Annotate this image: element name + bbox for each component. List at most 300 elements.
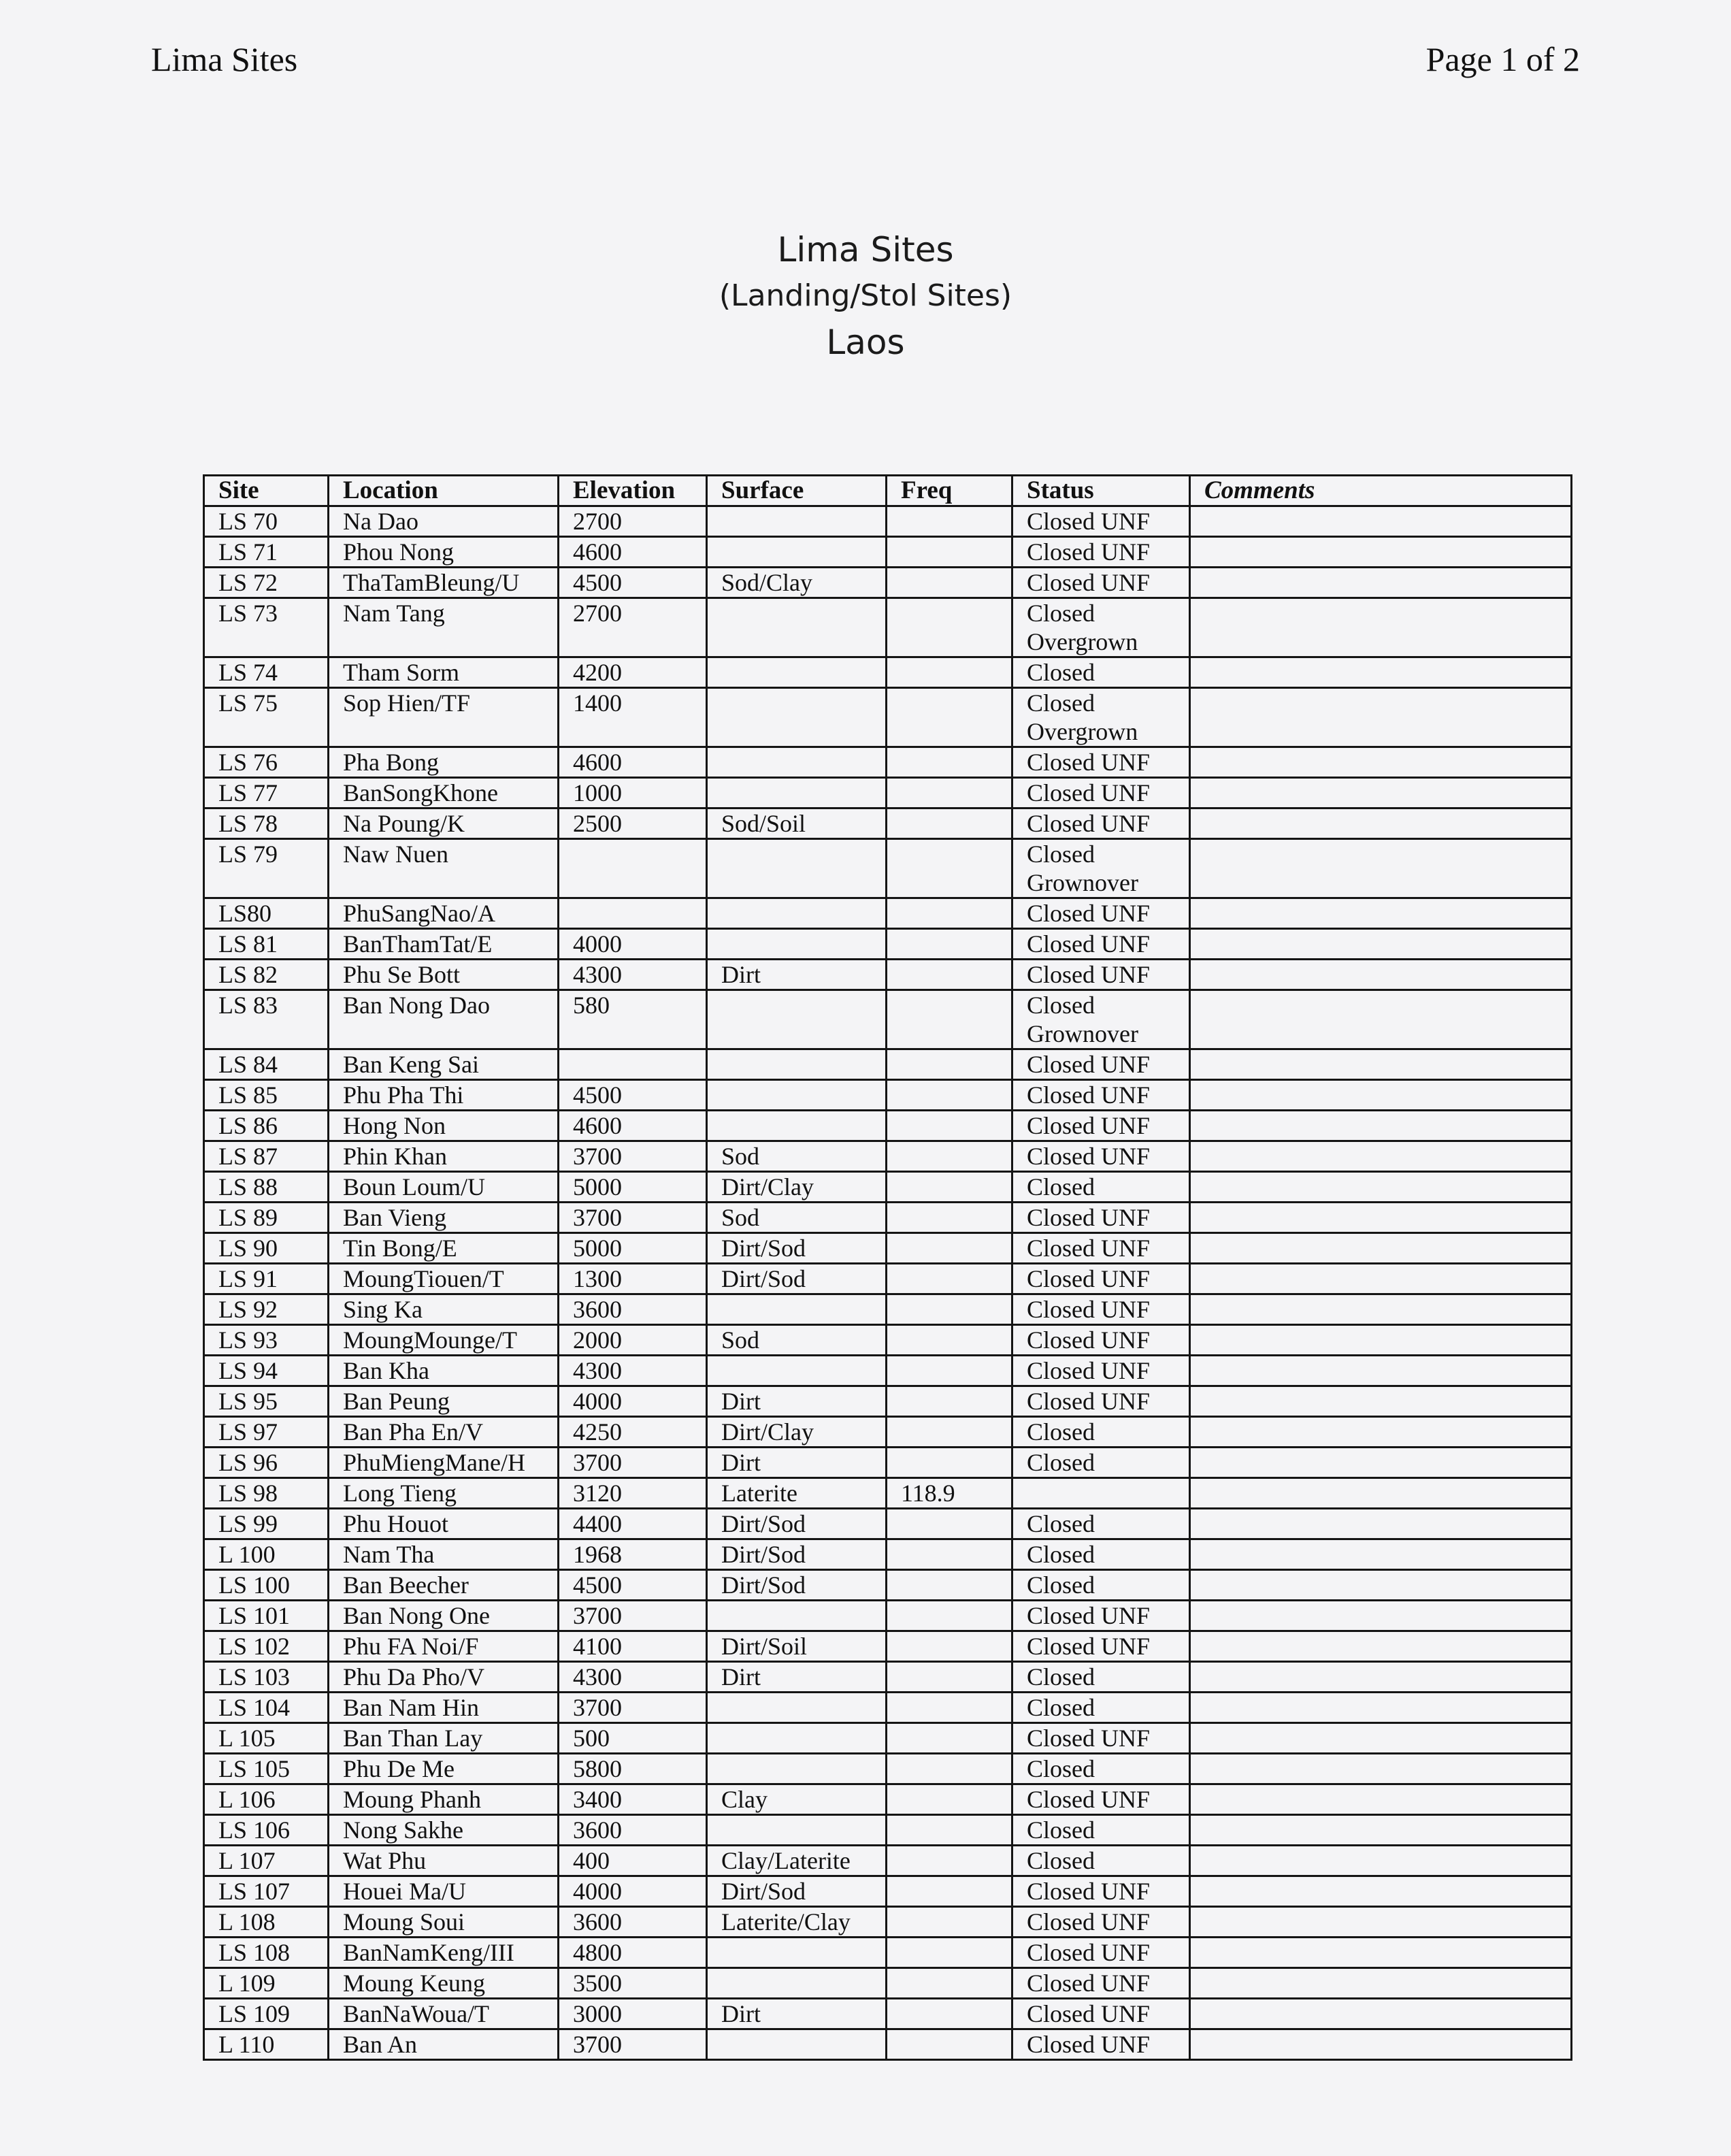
cell-elevation: 1000 — [559, 778, 707, 808]
cell-site: LS 106 — [204, 1815, 329, 1846]
cell-surface: Dirt/Sod — [707, 1264, 887, 1294]
cell-surface — [707, 688, 887, 747]
cell-freq — [887, 1876, 1012, 1907]
cell-site: LS 96 — [204, 1448, 329, 1478]
cell-elevation: 4100 — [559, 1631, 707, 1662]
cell-surface — [707, 747, 887, 778]
cell-freq — [887, 1233, 1012, 1264]
cell-location: Ban An — [329, 2029, 559, 2060]
cell-elevation: 3600 — [559, 1907, 707, 1938]
cell-site: LS 107 — [204, 1876, 329, 1907]
cell-location: Ban Nam Hin — [329, 1693, 559, 1723]
cell-status: Closed UNF — [1012, 1264, 1190, 1294]
cell-surface: Laterite/Clay — [707, 1907, 887, 1938]
cell-surface: Dirt/Soil — [707, 1631, 887, 1662]
cell-comments — [1190, 1938, 1572, 1968]
cell-surface: Sod — [707, 1325, 887, 1356]
cell-surface — [707, 657, 887, 688]
cell-elevation — [559, 839, 707, 898]
cell-surface — [707, 1080, 887, 1111]
cell-status: Closed Grownover — [1012, 990, 1190, 1049]
cell-elevation: 4600 — [559, 1111, 707, 1141]
cell-surface — [707, 1938, 887, 1968]
cell-freq — [887, 990, 1012, 1049]
table-row — [204, 1141, 1572, 1172]
cell-elevation: 3700 — [559, 1141, 707, 1172]
cell-comments — [1190, 1662, 1572, 1693]
cell-status: Closed UNF — [1012, 1325, 1190, 1356]
cell-site: LS 77 — [204, 778, 329, 808]
cell-status: Closed Grownover — [1012, 839, 1190, 898]
cell-site: LS 84 — [204, 1049, 329, 1080]
table-row — [204, 1264, 1572, 1294]
cell-elevation: 4300 — [559, 1662, 707, 1693]
cell-status: Closed UNF — [1012, 1784, 1190, 1815]
cell-surface: Dirt/Sod — [707, 1570, 887, 1601]
cell-comments — [1190, 1233, 1572, 1264]
cell-status: Closed — [1012, 1172, 1190, 1203]
cell-location: Phu FA Noi/F — [329, 1631, 559, 1662]
table-row — [204, 1723, 1572, 1754]
column-header-comments: Comments — [1190, 476, 1572, 506]
cell-comments — [1190, 1386, 1572, 1417]
cell-comments — [1190, 2029, 1572, 2060]
cell-elevation: 4000 — [559, 929, 707, 960]
cell-elevation: 1968 — [559, 1539, 707, 1570]
cell-freq — [887, 898, 1012, 929]
table-row — [204, 1601, 1572, 1631]
cell-location: Phu Pha Thi — [329, 1080, 559, 1111]
cell-elevation: 4500 — [559, 568, 707, 598]
cell-elevation: 3120 — [559, 1478, 707, 1509]
cell-freq — [887, 1815, 1012, 1846]
cell-site: LS 93 — [204, 1325, 329, 1356]
table-row — [204, 1233, 1572, 1264]
column-header-location: Location — [329, 476, 559, 506]
cell-site: L 110 — [204, 2029, 329, 2060]
cell-site: LS 92 — [204, 1294, 329, 1325]
running-header-title: Lima Sites — [151, 40, 298, 78]
cell-surface: Sod/Clay — [707, 568, 887, 598]
table-row — [204, 1662, 1572, 1693]
cell-freq — [887, 1294, 1012, 1325]
cell-elevation: 3000 — [559, 1999, 707, 2029]
cell-surface: Clay/Laterite — [707, 1846, 887, 1876]
cell-comments — [1190, 1846, 1572, 1876]
cell-site: LS 86 — [204, 1111, 329, 1141]
cell-elevation: 3700 — [559, 1693, 707, 1723]
cell-freq — [887, 1784, 1012, 1815]
cell-comments — [1190, 1570, 1572, 1601]
cell-comments — [1190, 1203, 1572, 1233]
table-row — [204, 1509, 1572, 1539]
cell-surface — [707, 598, 887, 657]
cell-elevation: 2700 — [559, 598, 707, 657]
cell-location: Ban Keng Sai — [329, 1049, 559, 1080]
cell-surface — [707, 1356, 887, 1386]
table-row — [204, 657, 1572, 688]
cell-freq — [887, 598, 1012, 657]
table-body — [204, 506, 1572, 2060]
cell-comments — [1190, 1111, 1572, 1141]
cell-location: Naw Nuen — [329, 839, 559, 898]
cell-comments — [1190, 1172, 1572, 1203]
table-header-row — [204, 476, 1572, 506]
table-row — [204, 898, 1572, 929]
cell-freq — [887, 1570, 1012, 1601]
cell-surface — [707, 2029, 887, 2060]
cell-comments — [1190, 1693, 1572, 1723]
cell-comments — [1190, 537, 1572, 568]
table-row — [204, 1417, 1572, 1448]
cell-location: Ban Peung — [329, 1386, 559, 1417]
cell-comments — [1190, 568, 1572, 598]
cell-elevation: 2500 — [559, 808, 707, 839]
cell-surface: Dirt/Sod — [707, 1233, 887, 1264]
cell-location: Na Dao — [329, 506, 559, 537]
cell-location: BanSongKhone — [329, 778, 559, 808]
cell-site: L 107 — [204, 1846, 329, 1876]
cell-location: Ban Vieng — [329, 1203, 559, 1233]
cell-surface: Dirt — [707, 960, 887, 990]
cell-elevation: 580 — [559, 990, 707, 1049]
cell-elevation: 1400 — [559, 688, 707, 747]
cell-freq — [887, 568, 1012, 598]
cell-freq — [887, 747, 1012, 778]
cell-location: Ban Nong Dao — [329, 990, 559, 1049]
cell-site: LS 72 — [204, 568, 329, 598]
cell-status: Closed UNF — [1012, 1968, 1190, 1999]
cell-surface — [707, 898, 887, 929]
cell-surface — [707, 929, 887, 960]
table-row — [204, 688, 1572, 747]
cell-site: LS 75 — [204, 688, 329, 747]
cell-elevation: 4300 — [559, 960, 707, 990]
cell-surface: Dirt — [707, 1999, 887, 2029]
cell-location: Hong Non — [329, 1111, 559, 1141]
cell-surface: Sod/Soil — [707, 808, 887, 839]
cell-site: LS 81 — [204, 929, 329, 960]
table-row — [204, 808, 1572, 839]
cell-site: L 105 — [204, 1723, 329, 1754]
cell-surface: Dirt/Sod — [707, 1876, 887, 1907]
cell-elevation: 3700 — [559, 1448, 707, 1478]
cell-status: Closed UNF — [1012, 537, 1190, 568]
table-row — [204, 1172, 1572, 1203]
cell-comments — [1190, 1049, 1572, 1080]
cell-site: L 108 — [204, 1907, 329, 1938]
cell-elevation: 3700 — [559, 1601, 707, 1631]
cell-site: LS 70 — [204, 506, 329, 537]
cell-comments — [1190, 990, 1572, 1049]
cell-site: LS 73 — [204, 598, 329, 657]
cell-surface: Sod — [707, 1203, 887, 1233]
cell-location: Moung Keung — [329, 1968, 559, 1999]
cell-status: Closed UNF — [1012, 1233, 1190, 1264]
cell-freq — [887, 1539, 1012, 1570]
cell-comments — [1190, 1754, 1572, 1784]
cell-elevation: 500 — [559, 1723, 707, 1754]
cell-status: Closed — [1012, 657, 1190, 688]
table-row — [204, 1080, 1572, 1111]
cell-elevation: 4250 — [559, 1417, 707, 1448]
cell-comments — [1190, 598, 1572, 657]
title-line-1: Lima Sites — [777, 230, 954, 270]
cell-surface: Laterite — [707, 1478, 887, 1509]
column-header-surface: Surface — [707, 476, 887, 506]
cell-elevation: 4000 — [559, 1876, 707, 1907]
cell-freq — [887, 1111, 1012, 1141]
cell-status: Closed — [1012, 1570, 1190, 1601]
cell-location: Wat Phu — [329, 1846, 559, 1876]
cell-site: LS 87 — [204, 1141, 329, 1172]
cell-freq — [887, 1264, 1012, 1294]
cell-surface — [707, 1754, 887, 1784]
cell-freq — [887, 839, 1012, 898]
cell-comments — [1190, 1294, 1572, 1325]
cell-surface: Dirt — [707, 1386, 887, 1417]
cell-freq — [887, 778, 1012, 808]
cell-site: LS 91 — [204, 1264, 329, 1294]
cell-comments — [1190, 1417, 1572, 1448]
cell-status: Closed UNF — [1012, 2029, 1190, 2060]
cell-status: Closed — [1012, 1815, 1190, 1846]
cell-surface: Dirt — [707, 1448, 887, 1478]
cell-site: LS 83 — [204, 990, 329, 1049]
cell-status: Closed UNF — [1012, 1203, 1190, 1233]
cell-status: Closed — [1012, 1846, 1190, 1876]
cell-site: LS80 — [204, 898, 329, 929]
table-row — [204, 960, 1572, 990]
cell-site: LS 103 — [204, 1662, 329, 1693]
cell-site: LS 109 — [204, 1999, 329, 2029]
cell-status: Closed — [1012, 1417, 1190, 1448]
cell-freq — [887, 506, 1012, 537]
cell-location: Houei Ma/U — [329, 1876, 559, 1907]
cell-elevation: 5800 — [559, 1754, 707, 1784]
cell-surface: Dirt/Sod — [707, 1509, 887, 1539]
cell-site: LS 89 — [204, 1203, 329, 1233]
cell-site: LS 71 — [204, 537, 329, 568]
cell-status — [1012, 1478, 1190, 1509]
cell-comments — [1190, 1448, 1572, 1478]
cell-location: Ban Nong One — [329, 1601, 559, 1631]
cell-site: LS 76 — [204, 747, 329, 778]
cell-elevation: 2000 — [559, 1325, 707, 1356]
cell-location: MoungMounge/T — [329, 1325, 559, 1356]
page-number: Page 1 of 2 — [1425, 40, 1580, 78]
cell-comments — [1190, 1631, 1572, 1662]
cell-elevation: 5000 — [559, 1172, 707, 1203]
cell-elevation: 400 — [559, 1846, 707, 1876]
cell-location: Boun Loum/U — [329, 1172, 559, 1203]
cell-site: LS 94 — [204, 1356, 329, 1386]
cell-site: LS 82 — [204, 960, 329, 990]
cell-site: L 106 — [204, 1784, 329, 1815]
cell-location: Phu Se Bott — [329, 960, 559, 990]
table-row — [204, 1846, 1572, 1876]
cell-site: LS 100 — [204, 1570, 329, 1601]
cell-location: BanNaWoua/T — [329, 1999, 559, 2029]
cell-status: Closed UNF — [1012, 1080, 1190, 1111]
cell-freq — [887, 1723, 1012, 1754]
cell-elevation: 3700 — [559, 2029, 707, 2060]
cell-elevation: 4000 — [559, 1386, 707, 1417]
cell-site: LS 101 — [204, 1601, 329, 1631]
cell-site: LS 99 — [204, 1509, 329, 1539]
table-row — [204, 1478, 1572, 1509]
cell-freq — [887, 1203, 1012, 1233]
cell-status: Closed UNF — [1012, 929, 1190, 960]
cell-comments — [1190, 1325, 1572, 1356]
title-line-2: (Landing/Stol Sites) — [719, 278, 1012, 313]
cell-location: Phu Houot — [329, 1509, 559, 1539]
cell-status: Closed UNF — [1012, 1386, 1190, 1417]
cell-comments — [1190, 1815, 1572, 1846]
table-row — [204, 778, 1572, 808]
cell-surface — [707, 1294, 887, 1325]
cell-location: ThaTamBleung/U — [329, 568, 559, 598]
cell-status: Closed UNF — [1012, 1999, 1190, 2029]
table-row — [204, 1325, 1572, 1356]
cell-elevation: 3500 — [559, 1968, 707, 1999]
cell-elevation: 4500 — [559, 1570, 707, 1601]
cell-elevation: 3400 — [559, 1784, 707, 1815]
cell-site: LS 85 — [204, 1080, 329, 1111]
cell-freq — [887, 1754, 1012, 1784]
cell-elevation: 4600 — [559, 537, 707, 568]
cell-surface: Dirt — [707, 1662, 887, 1693]
cell-status: Closed UNF — [1012, 808, 1190, 839]
cell-location: Sing Ka — [329, 1294, 559, 1325]
cell-status: Closed UNF — [1012, 960, 1190, 990]
cell-status: Closed Overgrown — [1012, 598, 1190, 657]
cell-comments — [1190, 1080, 1572, 1111]
cell-location: Tham Sorm — [329, 657, 559, 688]
table-row — [204, 1693, 1572, 1723]
cell-elevation: 5000 — [559, 1233, 707, 1264]
cell-comments — [1190, 1539, 1572, 1570]
table-row — [204, 1539, 1572, 1570]
cell-site: LS 79 — [204, 839, 329, 898]
table-row — [204, 1111, 1572, 1141]
cell-comments — [1190, 1907, 1572, 1938]
cell-location: MoungTiouen/T — [329, 1264, 559, 1294]
cell-status: Closed UNF — [1012, 1601, 1190, 1631]
cell-freq — [887, 1999, 1012, 2029]
table-row — [204, 568, 1572, 598]
cell-status: Closed UNF — [1012, 1938, 1190, 1968]
cell-surface — [707, 506, 887, 537]
cell-comments — [1190, 808, 1572, 839]
table-row — [204, 929, 1572, 960]
table-row — [204, 747, 1572, 778]
column-header-site: Site — [204, 476, 329, 506]
cell-surface: Dirt/Sod — [707, 1539, 887, 1570]
cell-site: LS 97 — [204, 1417, 329, 1448]
cell-elevation: 4200 — [559, 657, 707, 688]
cell-freq — [887, 2029, 1012, 2060]
cell-location: Phu De Me — [329, 1754, 559, 1784]
cell-comments — [1190, 1509, 1572, 1539]
cell-freq — [887, 1325, 1012, 1356]
cell-freq — [887, 537, 1012, 568]
cell-status: Closed — [1012, 1539, 1190, 1570]
cell-freq — [887, 1448, 1012, 1478]
cell-comments — [1190, 1264, 1572, 1294]
cell-location: BanNamKeng/III — [329, 1938, 559, 1968]
cell-location: Nam Tang — [329, 598, 559, 657]
cell-surface — [707, 537, 887, 568]
cell-location: Tin Bong/E — [329, 1233, 559, 1264]
cell-surface: Dirt/Clay — [707, 1417, 887, 1448]
table-row — [204, 1968, 1572, 1999]
cell-status: Closed UNF — [1012, 1907, 1190, 1938]
cell-surface: Sod — [707, 1141, 887, 1172]
cell-location: Moung Phanh — [329, 1784, 559, 1815]
cell-site: LS 95 — [204, 1386, 329, 1417]
cell-site: LS 102 — [204, 1631, 329, 1662]
cell-elevation: 3600 — [559, 1815, 707, 1846]
cell-status: Closed UNF — [1012, 1631, 1190, 1662]
cell-freq — [887, 1509, 1012, 1539]
cell-location: Moung Soui — [329, 1907, 559, 1938]
cell-freq — [887, 688, 1012, 747]
cell-location: Ban Beecher — [329, 1570, 559, 1601]
cell-status: Closed UNF — [1012, 1723, 1190, 1754]
cell-status: Closed UNF — [1012, 1356, 1190, 1386]
cell-freq — [887, 1631, 1012, 1662]
cell-surface — [707, 778, 887, 808]
cell-location: Ban Kha — [329, 1356, 559, 1386]
cell-surface: Dirt/Clay — [707, 1172, 887, 1203]
table-row — [204, 1938, 1572, 1968]
table-row — [204, 839, 1572, 898]
cell-freq — [887, 1386, 1012, 1417]
cell-location: Nam Tha — [329, 1539, 559, 1570]
table-row — [204, 1203, 1572, 1233]
cell-elevation: 4600 — [559, 747, 707, 778]
cell-freq — [887, 657, 1012, 688]
cell-location: Phou Nong — [329, 537, 559, 568]
cell-freq — [887, 929, 1012, 960]
cell-status: Closed UNF — [1012, 1049, 1190, 1080]
cell-elevation: 4300 — [559, 1356, 707, 1386]
cell-status: Closed — [1012, 1693, 1190, 1723]
cell-elevation: 4500 — [559, 1080, 707, 1111]
table-row — [204, 1876, 1572, 1907]
cell-freq — [887, 1141, 1012, 1172]
cell-elevation: 3700 — [559, 1203, 707, 1233]
table-row — [204, 1356, 1572, 1386]
cell-comments — [1190, 1601, 1572, 1631]
table-row — [204, 598, 1572, 657]
cell-freq — [887, 1417, 1012, 1448]
cell-freq — [887, 1662, 1012, 1693]
table-row — [204, 2029, 1572, 2060]
cell-comments — [1190, 929, 1572, 960]
table-row — [204, 506, 1572, 537]
cell-surface — [707, 1815, 887, 1846]
cell-comments — [1190, 688, 1572, 747]
cell-surface — [707, 1049, 887, 1080]
lima-sites-table — [203, 474, 1572, 2061]
cell-comments — [1190, 1968, 1572, 1999]
table-row — [204, 1570, 1572, 1601]
table-row — [204, 1049, 1572, 1080]
cell-freq — [887, 1356, 1012, 1386]
cell-freq — [887, 1846, 1012, 1876]
